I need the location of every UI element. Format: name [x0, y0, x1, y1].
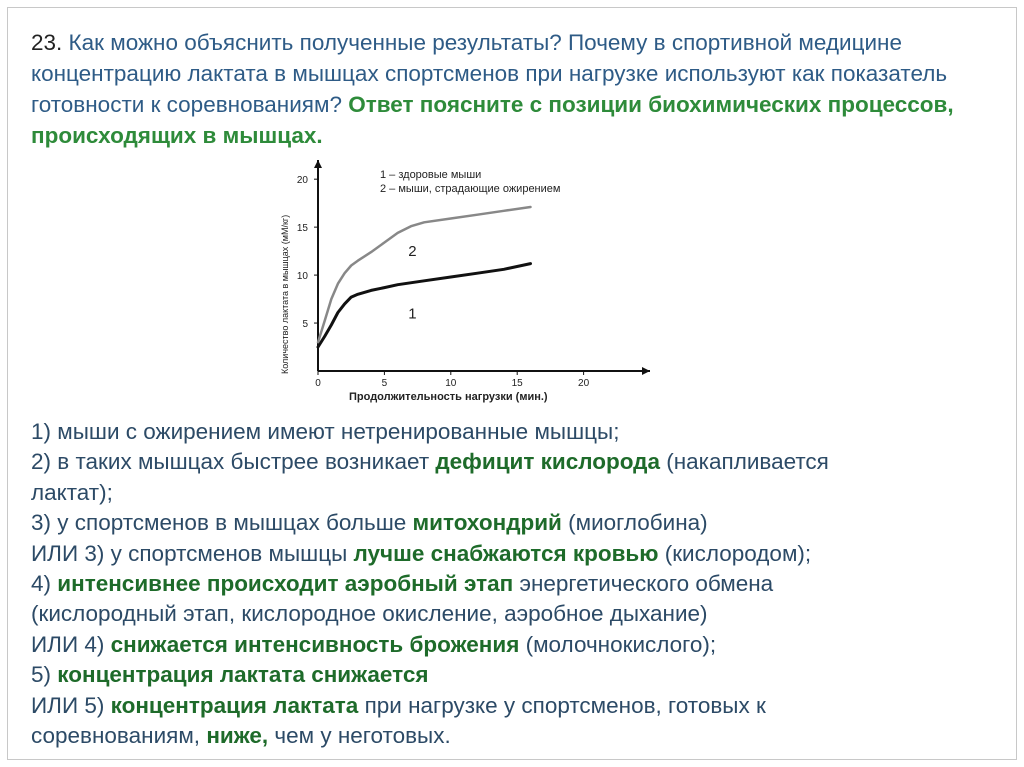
chart-svg [262, 152, 662, 407]
series-label-2: 2 [408, 242, 417, 260]
chart-series [318, 207, 531, 347]
answer-3-bold: митохондрий [412, 510, 562, 536]
answer-5-alt [31, 691, 961, 721]
answer-4-cont [31, 599, 961, 629]
series-label-1: 1 [408, 305, 417, 323]
answer-2-cont-text: лактат); [31, 479, 113, 505]
answer-3-alt-pre: ИЛИ 3) у спортсменов мышцы [31, 540, 354, 566]
answer-4-alt-bold: снижается интенсивность брожения [110, 631, 520, 657]
answer-5-alt-cont-pre: соревнованиям, [31, 723, 207, 749]
question-text [31, 27, 961, 151]
x-tick-label: 20 [578, 378, 590, 389]
answer-3-pre: 3) у спортсменов в мышцах больше [31, 510, 413, 536]
answer-4 [31, 569, 961, 599]
question-number: 23. [31, 30, 63, 55]
answer-5-alt-post: при нагрузке у спортсменов, готовых к [358, 692, 766, 718]
answers-block [31, 417, 961, 751]
answer-3-alt-post: (кислородом); [658, 540, 812, 566]
answer-5-alt-cont-post: чем у неготовых. [268, 723, 451, 749]
y-axis-arrow [314, 160, 322, 168]
answer-4-alt-pre: ИЛИ 4) [31, 631, 111, 657]
answer-2 [31, 447, 961, 477]
answer-4-alt [31, 630, 961, 660]
x-axis-label: Продолжительность нагрузки (мин.) [349, 391, 548, 403]
answer-3 [31, 508, 961, 538]
answer-2-post: (накапливается [659, 449, 829, 475]
series-line-2 [318, 207, 531, 342]
x-tick-label: 15 [511, 378, 523, 389]
answer-2-cont [31, 478, 961, 508]
answer-5-alt-cont-bold: ниже, [206, 723, 269, 749]
answer-2-bold: дефицит кислорода [435, 449, 660, 475]
x-axis-arrow [642, 367, 650, 375]
answer-5 [31, 660, 961, 690]
answer-1 [31, 417, 961, 447]
answer-5-bold: концентрация лактата снижается [57, 662, 429, 688]
legend-item-2: 2 – мыши, страдающие ожирением [380, 183, 561, 195]
y-tick-label: 20 [296, 175, 308, 187]
answer-5-alt-bold: концентрация лактата [110, 692, 359, 718]
answer-4-bold: интенсивнее происходит аэробный этап [57, 571, 514, 597]
answer-5-alt-cont [31, 721, 961, 751]
x-tick-label: 10 [445, 378, 457, 389]
x-tick-label: 5 [381, 378, 388, 389]
answer-4-pre: 4) [31, 571, 58, 597]
y-tick-label: 5 [302, 319, 308, 331]
y-axis-label: Количество лактата в мышцах (мМ/кг) [280, 214, 290, 374]
chart-ticks [297, 175, 590, 389]
answer-4-cont-text: (кислородный этап, кислородное окисление, аэробное дыхание) [31, 601, 708, 627]
answer-3-alt-bold: лучше снабжаются кровью [353, 540, 659, 566]
lactate-chart [262, 152, 662, 407]
answer-5-pre: 5) [31, 662, 58, 688]
series-line-1 [318, 264, 531, 347]
answer-1-text: 1) мыши с ожирением имеют нетренированные мышцы; [31, 419, 620, 444]
answer-3-alt [31, 539, 961, 569]
x-tick-label: 0 [315, 378, 321, 389]
answer-3-post: (миоглобина) [561, 510, 708, 536]
y-tick-label: 10 [296, 271, 308, 283]
answer-5-alt-pre: ИЛИ 5) [31, 692, 111, 718]
legend-item-1: 1 – здоровые мыши [380, 169, 482, 181]
question-bold: Ответ поясните с позиции биохимических процессов, происходящих в мышцах. [31, 92, 954, 148]
answer-2-pre: 2) в таких мышцах быстрее возникает [31, 449, 436, 475]
answer-4-post: энергетического обмена [513, 571, 774, 597]
question-body: Как можно объяснить полученные результаты? Почему в спортивной медицине концентрацию лактата в мышцах спортсменов при нагрузке используют как показатель готовности к соревнованиям? [31, 30, 948, 117]
y-tick-label: 15 [296, 223, 308, 235]
answer-4-alt-post: (молочнокислого); [519, 631, 717, 657]
